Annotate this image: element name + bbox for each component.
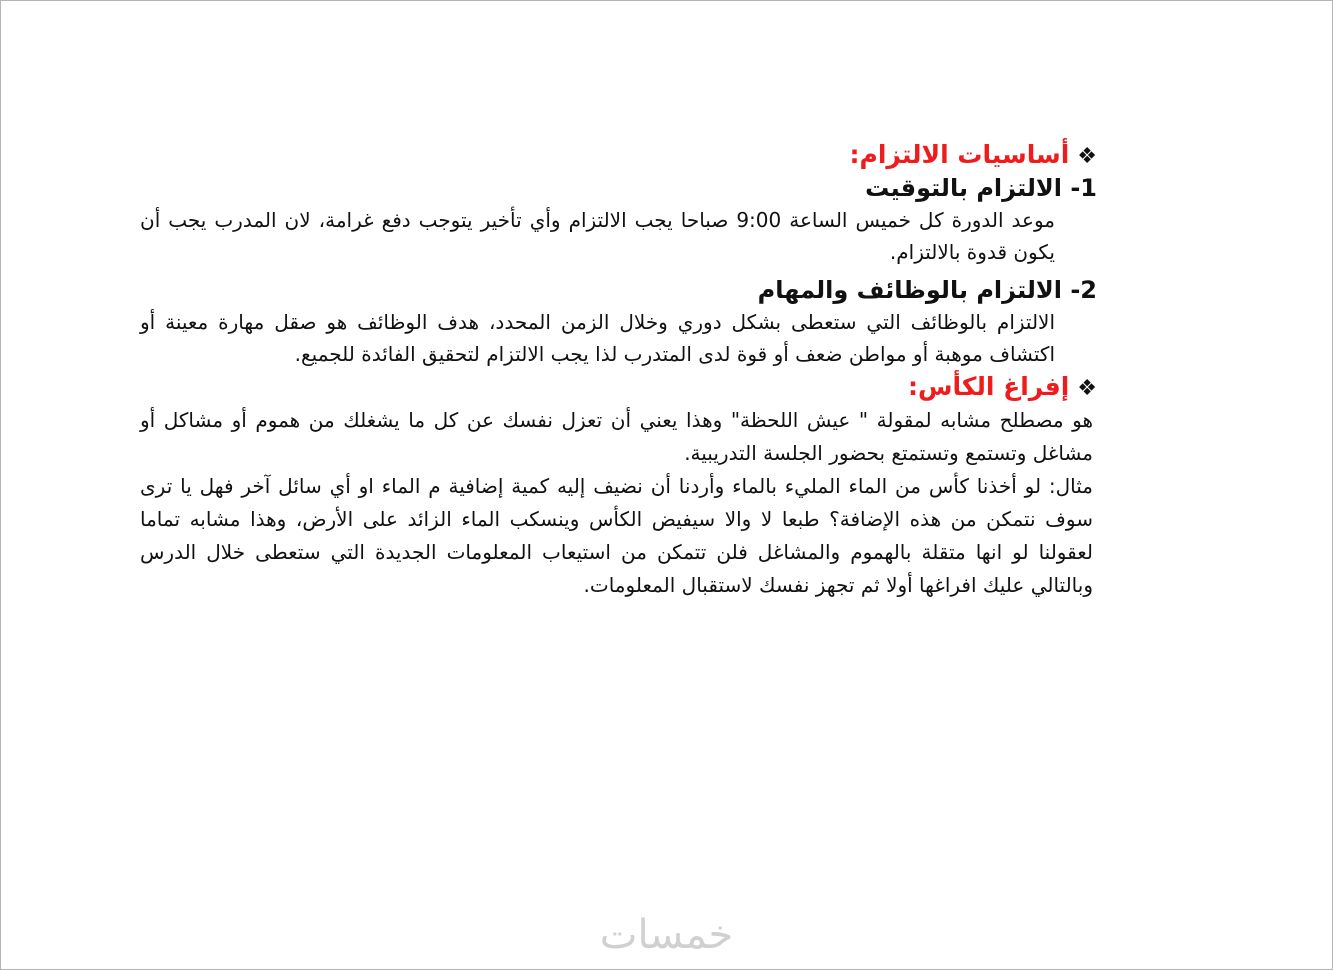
khamsat-watermark-logo: خمسات (599, 912, 734, 958)
diamond-bullet-icon: ❖ (1077, 144, 1097, 169)
section-heading-text: إفراغ الكأس: (908, 372, 1070, 401)
item-body-tasks: الالتزام بالوظائف التي ستعطى بشكل دوري وخلال الزمن المحدد، هدف الوظائف هو صقل مهارة معينة أو اكتشاف موهبة أو مواطن ضعف أو قوة لدى المتدرب لذا يجب الالتزام لتحقيق الفائدة للجميع. (140, 310, 1055, 366)
section-heading-text: أساسيات الالتزام: (849, 140, 1070, 169)
document-content (140, 138, 1097, 602)
item-heading-tasks: 2- الالتزام بالوظائف والمهام (757, 276, 1097, 304)
diamond-bullet-icon: ❖ (1077, 376, 1097, 401)
section-heading-empty-cup (140, 370, 1097, 404)
paragraph-example: مثال: لو أخذنا كأس من الماء المليء بالماء وأردنا أن نضيف إليه كمية إضافية م الماء او أي سائل آخر فهل يا ترى سوف نتمكن من هذه الإضافة؟ طبعا لا والا سيفيض الكأس وينسكب الماء الزائد على الأرض، وهذا مشابه تماما لعقولنا لو انها متقلة بالهموم والمشاغل فلن تتمكن من استيعاب المعلومات الجديدة التي ستعطى خلال الدرس وبالتالي عليك افراغها أولا ثم تجهز نفسك لاستقبال المعلومات. (140, 474, 1093, 597)
item-body-timing: موعد الدورة كل خميس الساعة 9:00 صباحا يجب الالتزام وأي تأخير يتوجب دفع غرامة، لان المدرب يجب أن يكون قدوة بالالتزام. (140, 208, 1056, 264)
item-heading-timing: 1- الالتزام بالتوقيت (865, 174, 1097, 202)
paragraph-definition: هو مصطلح مشابه لمقولة " عيش اللحظة" وهذا يعني أن تعزل نفسك عن كل ما يشغلك من هموم أو مشاكل أو مشاغل وتستمع وتستمتع بحضور الجلسة التدريبية. (140, 408, 1093, 465)
section-heading-commitment-basics (140, 138, 1097, 172)
